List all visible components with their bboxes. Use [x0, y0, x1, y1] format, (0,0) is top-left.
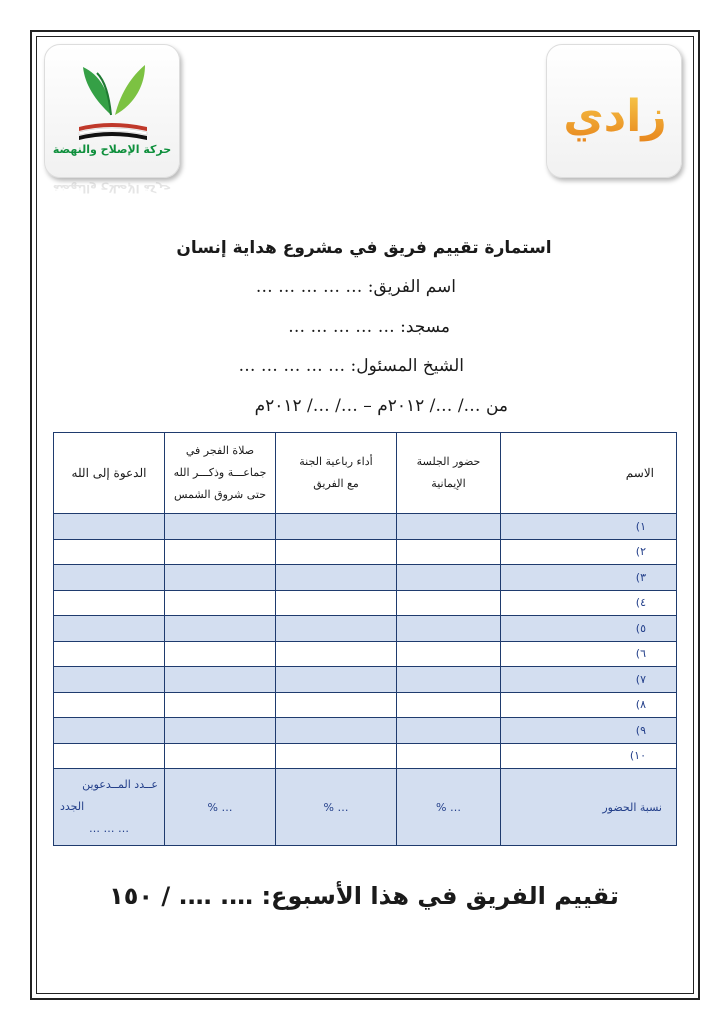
- mosque-field[interactable]: مسجد: … … … … …: [288, 317, 450, 337]
- leaf-flag-icon: [45, 45, 181, 145]
- evaluation-table: [53, 432, 677, 846]
- new-invitees-count[interactable]: عــدد المــدعوين الجدد … … …: [54, 769, 165, 846]
- logo-caption: حركة الإصلاح والنهضة: [52, 143, 172, 156]
- svg-text:زادي: زادي: [563, 91, 667, 142]
- attendance-rate-label: نسبة الحضور: [501, 769, 677, 846]
- table-row: ١): [54, 514, 677, 540]
- weekly-score[interactable]: تقييم الفريق في هذا الأسبوع: …. …. / ١٥٠: [109, 882, 619, 910]
- session-percent[interactable]: … %: [397, 769, 501, 846]
- table-row: ٥): [54, 616, 677, 642]
- table-row: ٤): [54, 590, 677, 616]
- header-dawa: الدعوة إلى الله: [54, 433, 165, 514]
- table-footer-row: [54, 769, 677, 846]
- header-rubaiya: أداء رباعية الجنة مع الفريق: [276, 433, 397, 514]
- table-header-row: [54, 433, 677, 514]
- zadi-logo-icon: [547, 45, 683, 177]
- date-range-field[interactable]: من …/ …/ ٢٠١٢م – …/ …/ ٢٠١٢م: [254, 396, 508, 416]
- table-row: ٧): [54, 667, 677, 693]
- rubaiya-percent[interactable]: … %: [276, 769, 397, 846]
- table-row: ٢): [54, 539, 677, 565]
- form-title: استمارة تقييم فريق في مشروع هداية إنسان: [176, 238, 552, 258]
- table-row: ١٠): [54, 743, 677, 769]
- header-session: حضور الجلسة الإيمانية: [397, 433, 501, 514]
- team-name-field[interactable]: اسم الفريق: … … … … …: [255, 277, 456, 297]
- fajr-percent[interactable]: … %: [165, 769, 276, 846]
- table-row: ٨): [54, 692, 677, 718]
- header-name: الاسم: [501, 433, 677, 514]
- table-row: ٩): [54, 718, 677, 744]
- logo-zadi: [546, 44, 682, 178]
- sheikh-field[interactable]: الشيخ المسئول: … … … … …: [238, 356, 464, 376]
- logo-islah-movement: [44, 44, 180, 178]
- logo-reflection: حركة الإصلاح والنهضة: [52, 182, 172, 195]
- table-row: ٣): [54, 565, 677, 591]
- header-fajr: صلاة الفجر في جماعـــة وذكـــر الله حتى شروق الشمس: [165, 433, 276, 514]
- table-row: ٦): [54, 641, 677, 667]
